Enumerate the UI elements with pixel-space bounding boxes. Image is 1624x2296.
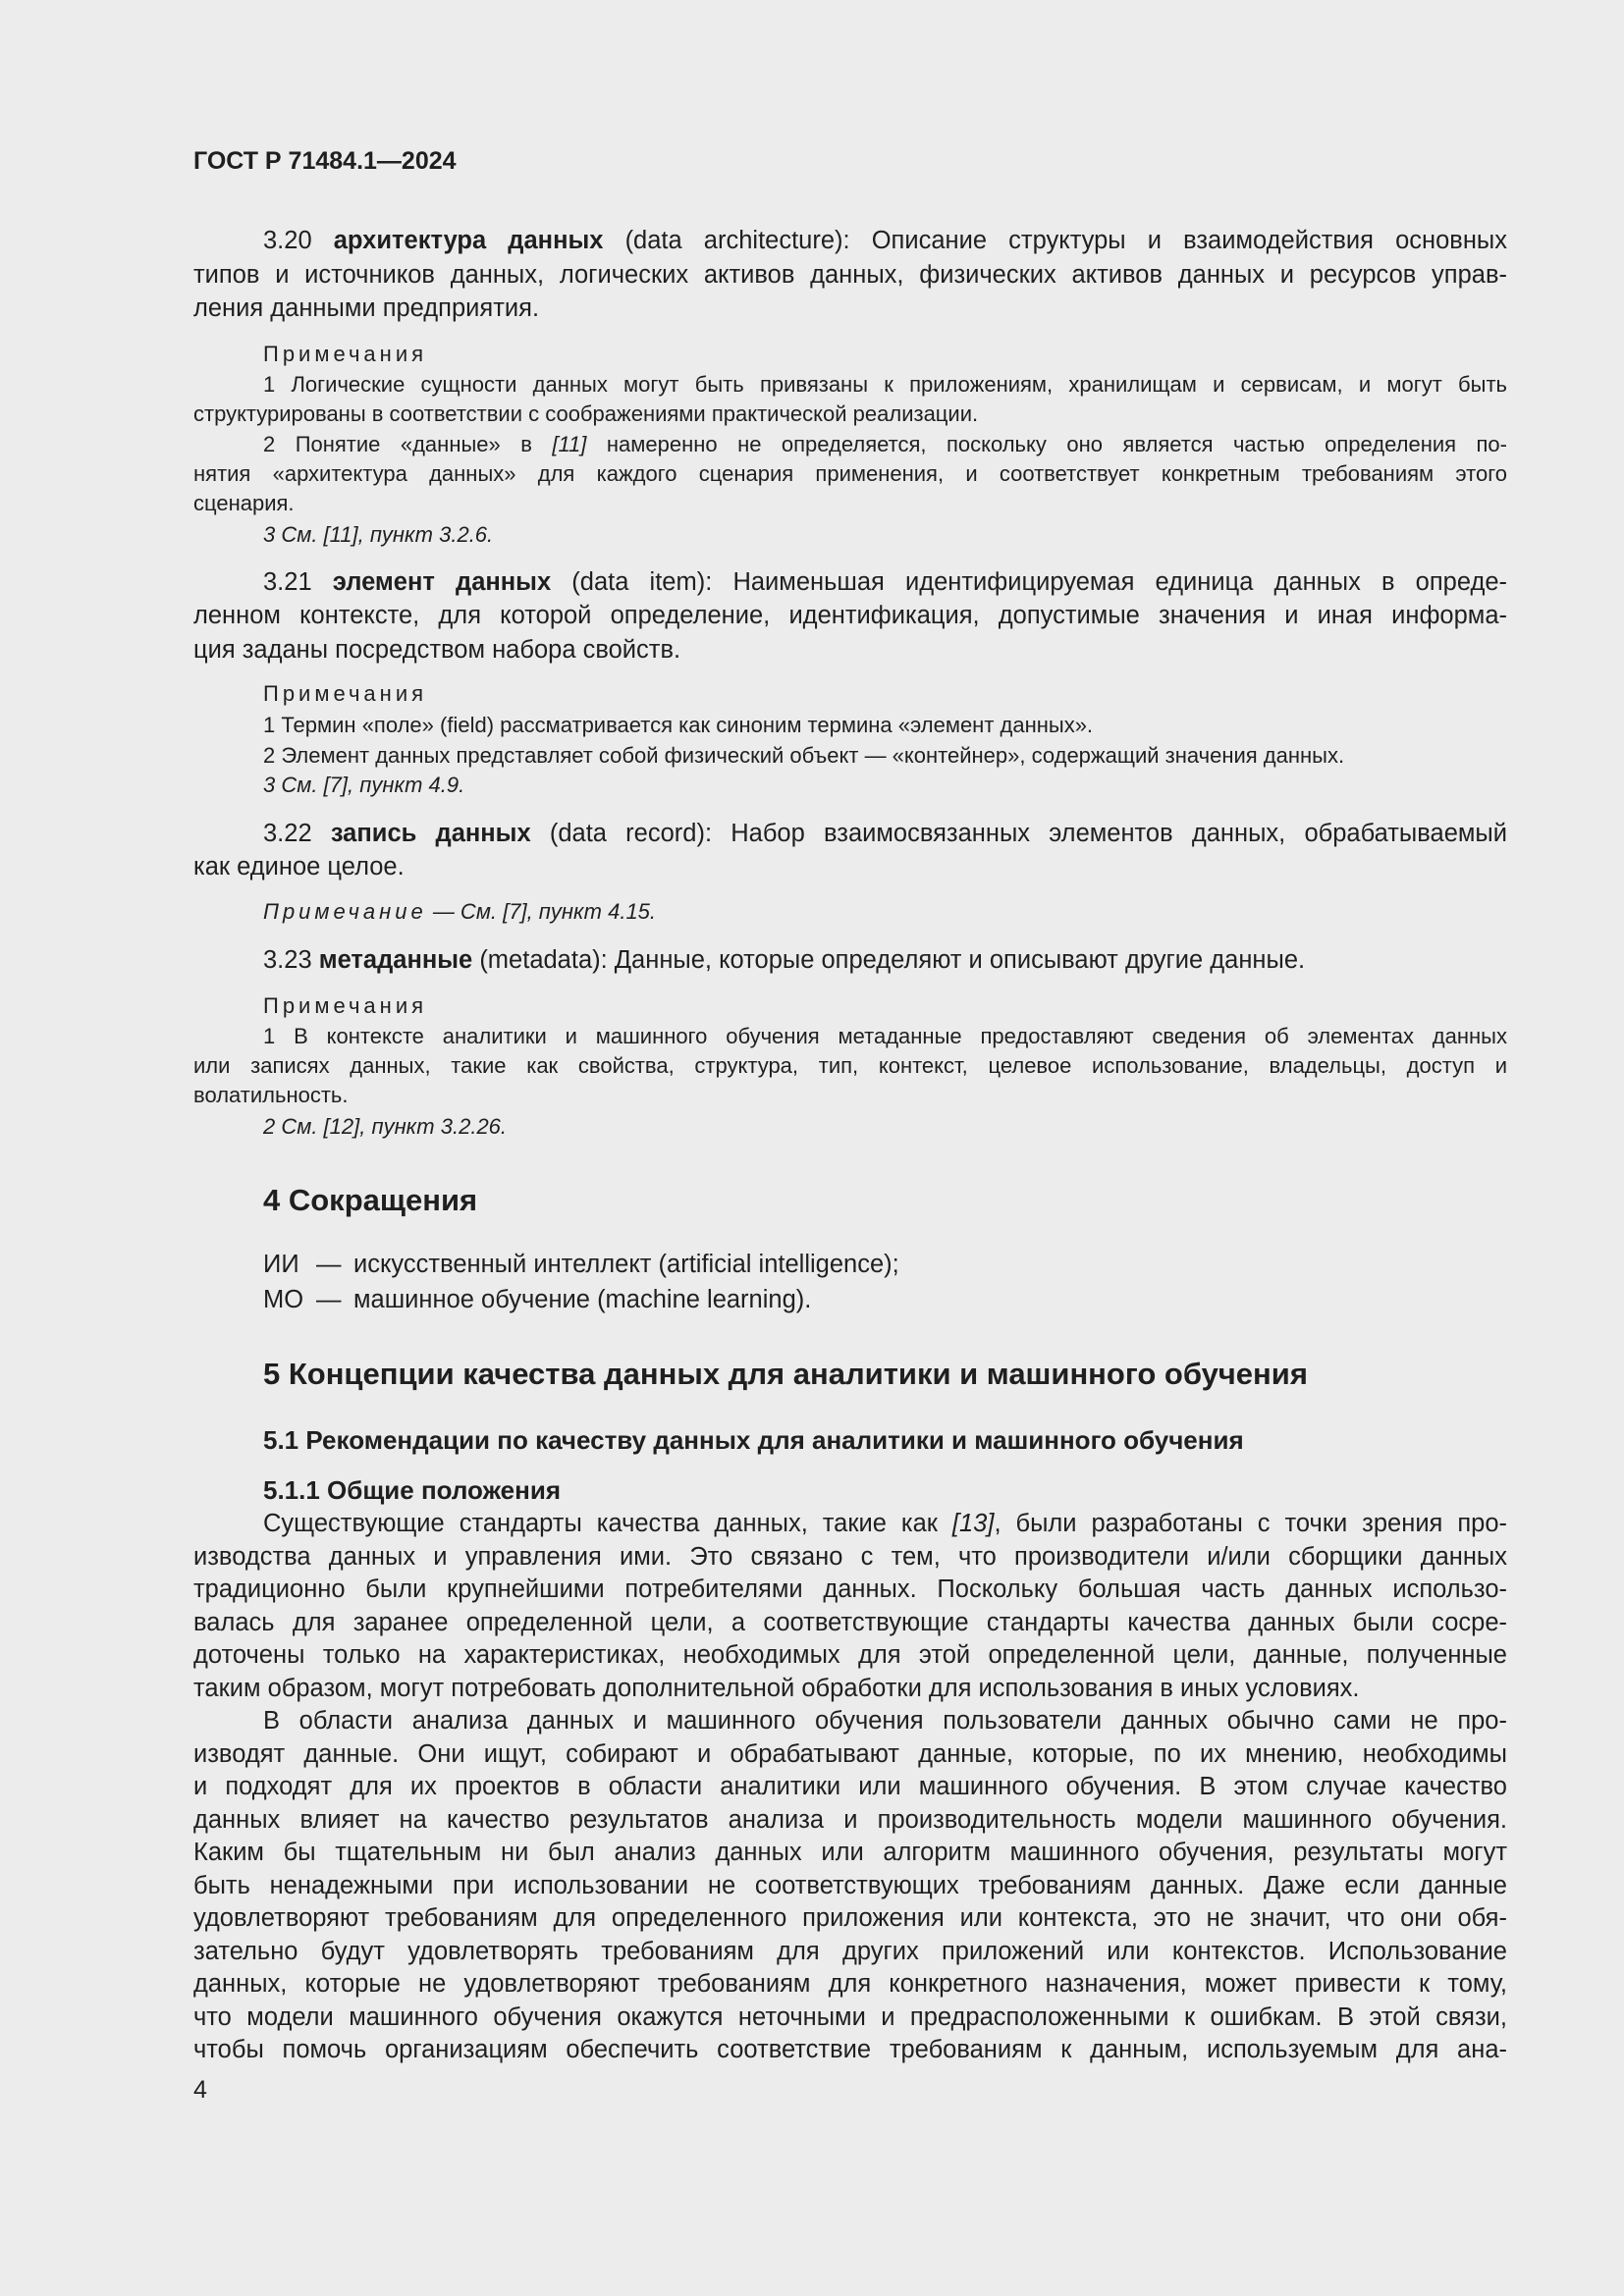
note-line: 1 Логические сущности данных могут быть привязаны к приложениям, хранилищам и сервисам, и могут быть xyxy=(263,372,1507,397)
paragraph-line: данных, которые не удовлетворяют требованиям для конкретного назначения, может привести к тому, xyxy=(193,1970,1507,1998)
term-3-21-line-3: ция заданы посредством набора свойств. xyxy=(193,636,681,664)
paragraph-line: доточены только на характеристиках, необходимых для этой определенной цели, данные, полученные xyxy=(193,1641,1507,1669)
paragraph-line: Существующие стандарты качества данных, такие как [13], были разработаны с точки зрения про- xyxy=(263,1510,1507,1537)
note-line: 2 См. [12], пункт 3.2.26. xyxy=(263,1114,508,1139)
paragraph-line: В области анализа данных и машинного обучения пользователи данных обычно сами не про- xyxy=(263,1707,1507,1735)
abbreviation-row: ИИ — искусственный интеллект (artificial intelligence); xyxy=(263,1251,899,1278)
paragraph-line: что модели машинного обучения окажутся неточными и предрасположенными к ошибкам. В этой связи, xyxy=(193,2003,1507,2031)
section-5-heading: 5 Концепции качества данных для аналитики и машинного обучения xyxy=(263,1357,1308,1391)
note-line: сценария. xyxy=(193,491,295,515)
notes-title: Примечания xyxy=(263,342,428,366)
notes-title: Примечания xyxy=(263,993,428,1018)
subsection-5-1-1-heading: 5.1.1 Общие положения xyxy=(263,1475,561,1505)
term-name: метаданные xyxy=(318,946,473,974)
paragraph-line: удовлетворяют требованиям для определенного приложения или контекста, это не значит, что они обя- xyxy=(193,1904,1507,1932)
paragraph-line: изводства данных и управления ими. Это связано с тем, что производители и/или сборщики данных xyxy=(193,1543,1507,1571)
subsection-5-1-heading: 5.1 Рекомендации по качеству данных для аналитики и машинного обучения xyxy=(263,1425,1244,1455)
term-3-22-line-2: как единое целое. xyxy=(193,853,405,881)
note-line: нятия «архитектура данных» для каждого сценария применения, и соответствует конкретным требованиям этого xyxy=(193,461,1507,486)
paragraph-line: Каким бы тщательным ни был анализ данных или алгоритм машинного обучения, результаты могут xyxy=(193,1839,1507,1866)
term-3-23-line-1: 3.23 метаданные (metadata): Данные, которые определяют и описывают другие данные. xyxy=(263,946,1306,974)
term-3-20-line-1: 3.20 архитектура данных (data architecture): Описание структуры и взаимодействия основных xyxy=(263,227,1507,254)
note-line: 3 См. [11], пункт 3.2.6. xyxy=(263,522,494,547)
note-line: или записях данных, такие как свойства, структура, тип, контекст, целевое использование, владельцы, доступ и xyxy=(193,1053,1507,1078)
note-line: 2 Элемент данных представляет собой физический объект — «контейнер», содержащий значения данных. xyxy=(263,743,1345,768)
note-line: 1 В контексте аналитики и машинного обучения метаданные предоставляют сведения об элементах данных xyxy=(263,1024,1507,1048)
document-header: ГОСТ Р 71484.1—2024 xyxy=(193,147,457,175)
note-line: структурированы в соответствии с соображениями практической реализации. xyxy=(193,401,979,426)
paragraph-line: традиционно были крупнейшими потребителями данных. Поскольку большая часть данных использо- xyxy=(193,1575,1507,1603)
paragraph-line: данных влияет на качество результатов анализа и производительность модели машинного обучения. xyxy=(193,1806,1507,1834)
note-line: 1 Термин «поле» (field) рассматривается как синоним термина «элемент данных». xyxy=(263,713,1094,737)
notes-title: Примечания xyxy=(263,681,428,706)
paragraph-line: быть ненадежными при использовании не соответствующих требованиям данных. Даже если данные xyxy=(193,1872,1507,1899)
paragraph-line: таким образом, могут потребовать дополнительной обработки для использования в иных условиях. xyxy=(193,1675,1360,1702)
reference: [13] xyxy=(951,1510,995,1537)
term-3-20-line-2: типов и источников данных, логических активов данных, физических активов данных и ресурсов управ- xyxy=(193,261,1507,289)
term-3-22-line-1: 3.22 запись данных (data record): Набор взаимосвязанных элементов данных, обрабатываемый xyxy=(263,820,1507,847)
paragraph-line: валась для заранее определенной цели, а соответствующие стандарты качества данных были сосре- xyxy=(193,1609,1507,1636)
term-name: запись данных xyxy=(330,820,531,847)
term-3-20-line-3: ления данными предприятия. xyxy=(193,294,540,322)
paragraph-line: и подходят для их проектов в области аналитики или машинного обучения. В этом случае качество xyxy=(193,1773,1507,1800)
note-line: Примечание — См. [7], пункт 4.15. xyxy=(263,899,657,924)
note-line: 3 См. [7], пункт 4.9. xyxy=(263,773,465,797)
note-line: волатильность. xyxy=(193,1083,349,1107)
section-4-heading: 4 Сокращения xyxy=(263,1183,478,1217)
paragraph-line: изводят данные. Они ищут, собирают и обрабатывают данные, которые, по их мнению, необходимы xyxy=(193,1740,1507,1768)
paragraph-line: зательно будут удовлетворять требованиям для других приложений или контекстов. Использование xyxy=(193,1938,1507,1965)
term-name: элемент данных xyxy=(332,568,552,596)
page-number: 4 xyxy=(193,2076,207,2104)
term-3-21-line-1: 3.21 элемент данных (data item): Наименьшая идентифицируемая единица данных в опреде- xyxy=(263,568,1508,596)
abbreviation-row: МО — машинное обучение (machine learning). xyxy=(263,1286,812,1313)
note-line: 2 Понятие «данные» в [11] намеренно не определяется, поскольку оно является частью определения по- xyxy=(263,432,1507,456)
term-name: архитектура данных xyxy=(333,227,604,254)
reference: [11] xyxy=(552,432,587,456)
term-3-21-line-2: ленном контексте, для которой определение, идентификация, допустимые значения и иная информа- xyxy=(193,602,1507,629)
paragraph-line: чтобы помочь организациям обеспечить соответствие требованиям к данным, используемым для ана- xyxy=(193,2036,1507,2063)
